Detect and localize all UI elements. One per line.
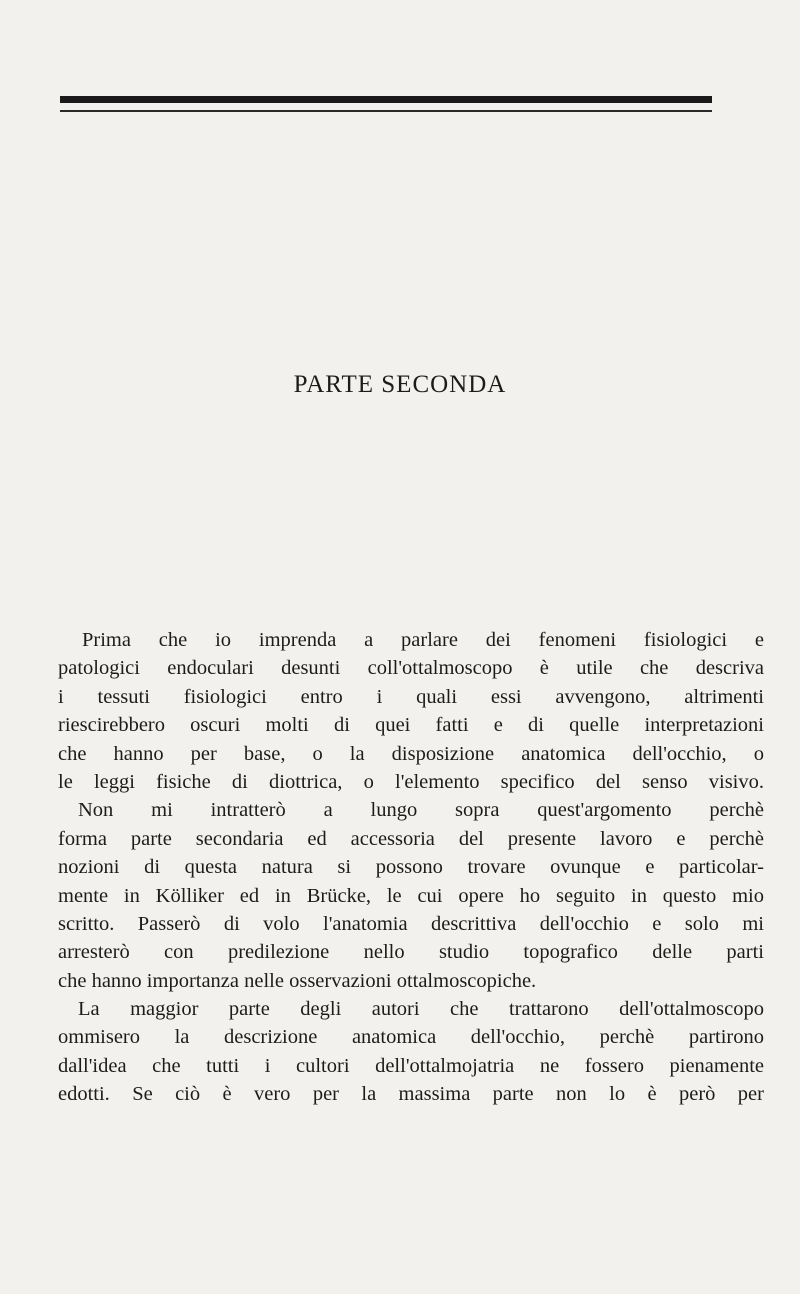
- text-line: patologici endoculari desunti coll'ottalmoscopo è utile che descriva: [58, 657, 764, 680]
- text-line: Prima che io imprenda a parlare dei fenomeni fisiologici e: [82, 629, 764, 651]
- text-line: dall'idea che tutti i cultori dell'ottalmojatria ne fossero pienamente: [58, 1054, 764, 1077]
- body-text: [58, 626, 764, 1109]
- text-line: arresterò con predilezione nello studio topografico delle parti: [58, 941, 764, 964]
- text-line: le leggi fisiche di diottrica, o l'elemento specifico del senso visivo.: [58, 770, 764, 793]
- text-line: Non mi intratterò a lungo sopra quest'argomento perchè: [78, 799, 764, 822]
- text-line: riescirebbero oscuri molti di quei fatti e di quelle interpretazioni: [58, 714, 764, 737]
- text-line: i tessuti fisiologici entro i quali essi avvengono, altrimenti: [58, 685, 764, 708]
- text-line: che hanno importanza nelle osservazioni ottalmoscopiche.: [58, 969, 537, 992]
- text-line: edotti. Se ciò è vero per la massima parte non lo è però per: [58, 1083, 764, 1106]
- text-line: nozioni di questa natura si possono trovare ovunque e particolar-: [58, 856, 764, 879]
- text-line: scritto. Passerò di volo l'anatomia descrittiva dell'occhio e solo mi: [58, 912, 764, 935]
- header-rule-thick: [60, 96, 712, 103]
- text-line: forma parte secondaria ed accessoria del presente lavoro e perchè: [58, 827, 764, 850]
- text-line: che hanno per base, o la disposizione anatomica dell'occhio, o: [58, 742, 764, 765]
- part-title: PARTE SECONDA: [293, 371, 507, 398]
- header-rule-thin: [60, 110, 712, 112]
- text-line: La maggior parte degli autori che trattarono dell'ottalmoscopo: [78, 998, 764, 1021]
- text-line: mente in Kölliker ed in Brücke, le cui opere ho seguito in questo mio: [58, 884, 764, 907]
- text-line: ommisero la descrizione anatomica dell'occhio, perchè partirono: [58, 1026, 764, 1049]
